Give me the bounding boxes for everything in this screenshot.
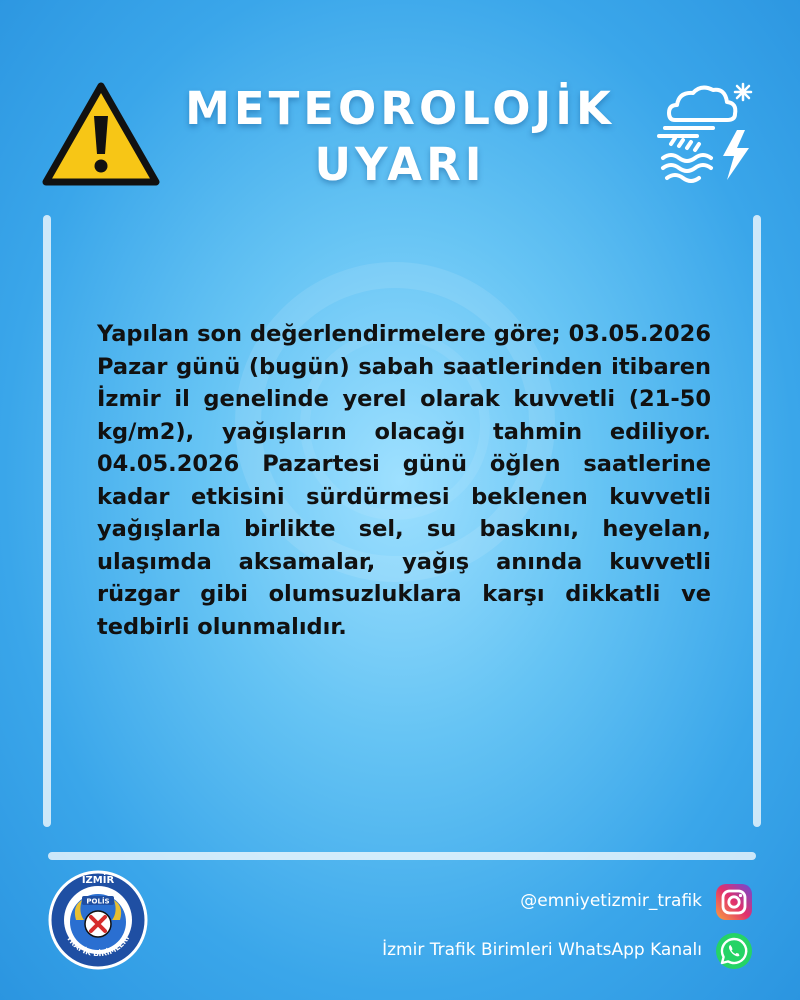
izmir-traffic-police-logo: [48, 870, 148, 970]
logo-bottom-text: TRAFİK BİRİMLERİ: [64, 933, 132, 959]
page-title-line2: UYARI: [314, 138, 486, 191]
page-title-line1: METEOROLOJİK: [185, 82, 615, 135]
warning-triangle-icon: [42, 80, 160, 188]
frame-bottom-divider: [48, 852, 756, 860]
warning-message-text: Yapılan son değerlendirmelere göre; 03.05.2026 Pazar günü (bugün) sabah saatlerinden itibaren İzmir il genelinde yerel olarak kuvvetli (21-50 kg/m2), yağışların olacağı tahmin ediliyor. 04.05.2026 Pazartesi günü öğlen saatlerine kadar etkisini sürdürmesi beklenen kuvvetli yağışlarla birlikte sel, su baskını, heyelan, ulaşımda aksamalar, yağış anında kuvvetli rüzgar gibi olumsuzluklara karşı dikkatli ve tedbirli olunmalıdır.: [97, 321, 711, 640]
instagram-icon[interactable]: [715, 883, 753, 921]
whatsapp-icon[interactable]: [715, 932, 753, 970]
frame-left-border: [43, 215, 51, 827]
storm-weather-icon: [655, 80, 755, 185]
frame-right-border: [753, 215, 761, 827]
instagram-handle-link[interactable]: @emniyetizmir_trafik: [520, 891, 702, 911]
logo-badge-text: POLİS: [86, 897, 110, 906]
whatsapp-channel-link[interactable]: İzmir Trafik Birimleri WhatsApp Kanalı: [382, 940, 702, 960]
logo-top-text: İZMİR: [81, 875, 115, 886]
